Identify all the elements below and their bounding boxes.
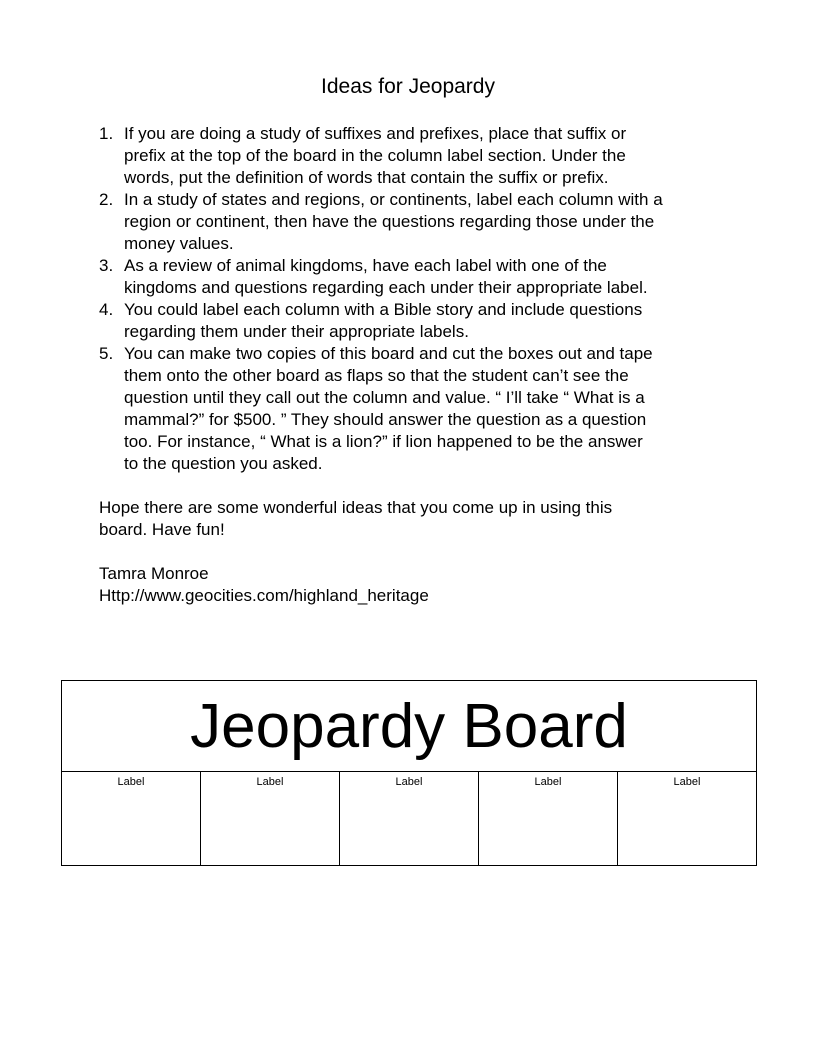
board-column-label: Label — [340, 772, 479, 865]
board-column-label: Label — [479, 772, 618, 865]
idea-number: 4. — [99, 300, 114, 319]
idea-line: question until they call out the column and value. “ I’ll take “ What is a — [124, 388, 645, 407]
idea-item — [99, 255, 719, 299]
idea-line: money values. — [124, 234, 234, 253]
board-column-label: Label — [62, 772, 201, 865]
page-title: Ideas for Jeopardy — [321, 75, 495, 98]
idea-item — [99, 343, 719, 475]
author-name: Tamra Monroe — [99, 564, 209, 583]
jeopardy-board — [61, 680, 757, 866]
idea-line: mammal?” for $500. ” They should answer the question as a question — [124, 410, 647, 429]
idea-item — [99, 299, 719, 343]
idea-line: too. For instance, “ What is a lion?” if lion happened to be the answer — [124, 432, 643, 451]
idea-number: 5. — [99, 344, 114, 363]
closing-line: board. Have fun! — [99, 520, 225, 539]
idea-line: words, put the definition of words that contain the suffix or prefix. — [124, 168, 609, 187]
idea-line: You could label each column with a Bible story and include questions — [124, 300, 643, 319]
idea-line: You can make two copies of this board and cut the boxes out and tape — [124, 344, 653, 363]
board-column-label: Label — [201, 772, 340, 865]
idea-line: prefix at the top of the board in the column label section. Under the — [124, 146, 626, 165]
board-title: Jeopardy Board — [62, 681, 756, 772]
idea-item — [99, 123, 719, 189]
idea-number: 1. — [99, 124, 114, 143]
signature-block — [99, 563, 719, 607]
author-url: Http://www.geocities.com/highland_heritage — [99, 586, 429, 605]
ideas-list — [99, 123, 719, 475]
idea-line: regarding them under their appropriate labels. — [124, 322, 469, 341]
idea-number: 3. — [99, 256, 114, 275]
idea-number: 2. — [99, 190, 114, 209]
closing-paragraph — [99, 497, 719, 541]
idea-line: to the question you asked. — [124, 454, 323, 473]
idea-item — [99, 189, 719, 255]
idea-line: In a study of states and regions, or continents, label each column with a — [124, 190, 663, 209]
idea-line: As a review of animal kingdoms, have each label with one of the — [124, 256, 607, 275]
board-column-label: Label — [673, 776, 701, 788]
idea-line: kingdoms and questions regarding each under their appropriate label. — [124, 278, 648, 297]
idea-line: region or continent, then have the questions regarding those under the — [124, 212, 655, 231]
idea-line: If you are doing a study of suffixes and prefixes, place that suffix or — [124, 124, 627, 143]
idea-line: them onto the other board as flaps so that the student can’t see the — [124, 366, 629, 385]
closing-line: Hope there are some wonderful ideas that you come up in using this — [99, 498, 613, 517]
board-label-row — [62, 772, 756, 865]
